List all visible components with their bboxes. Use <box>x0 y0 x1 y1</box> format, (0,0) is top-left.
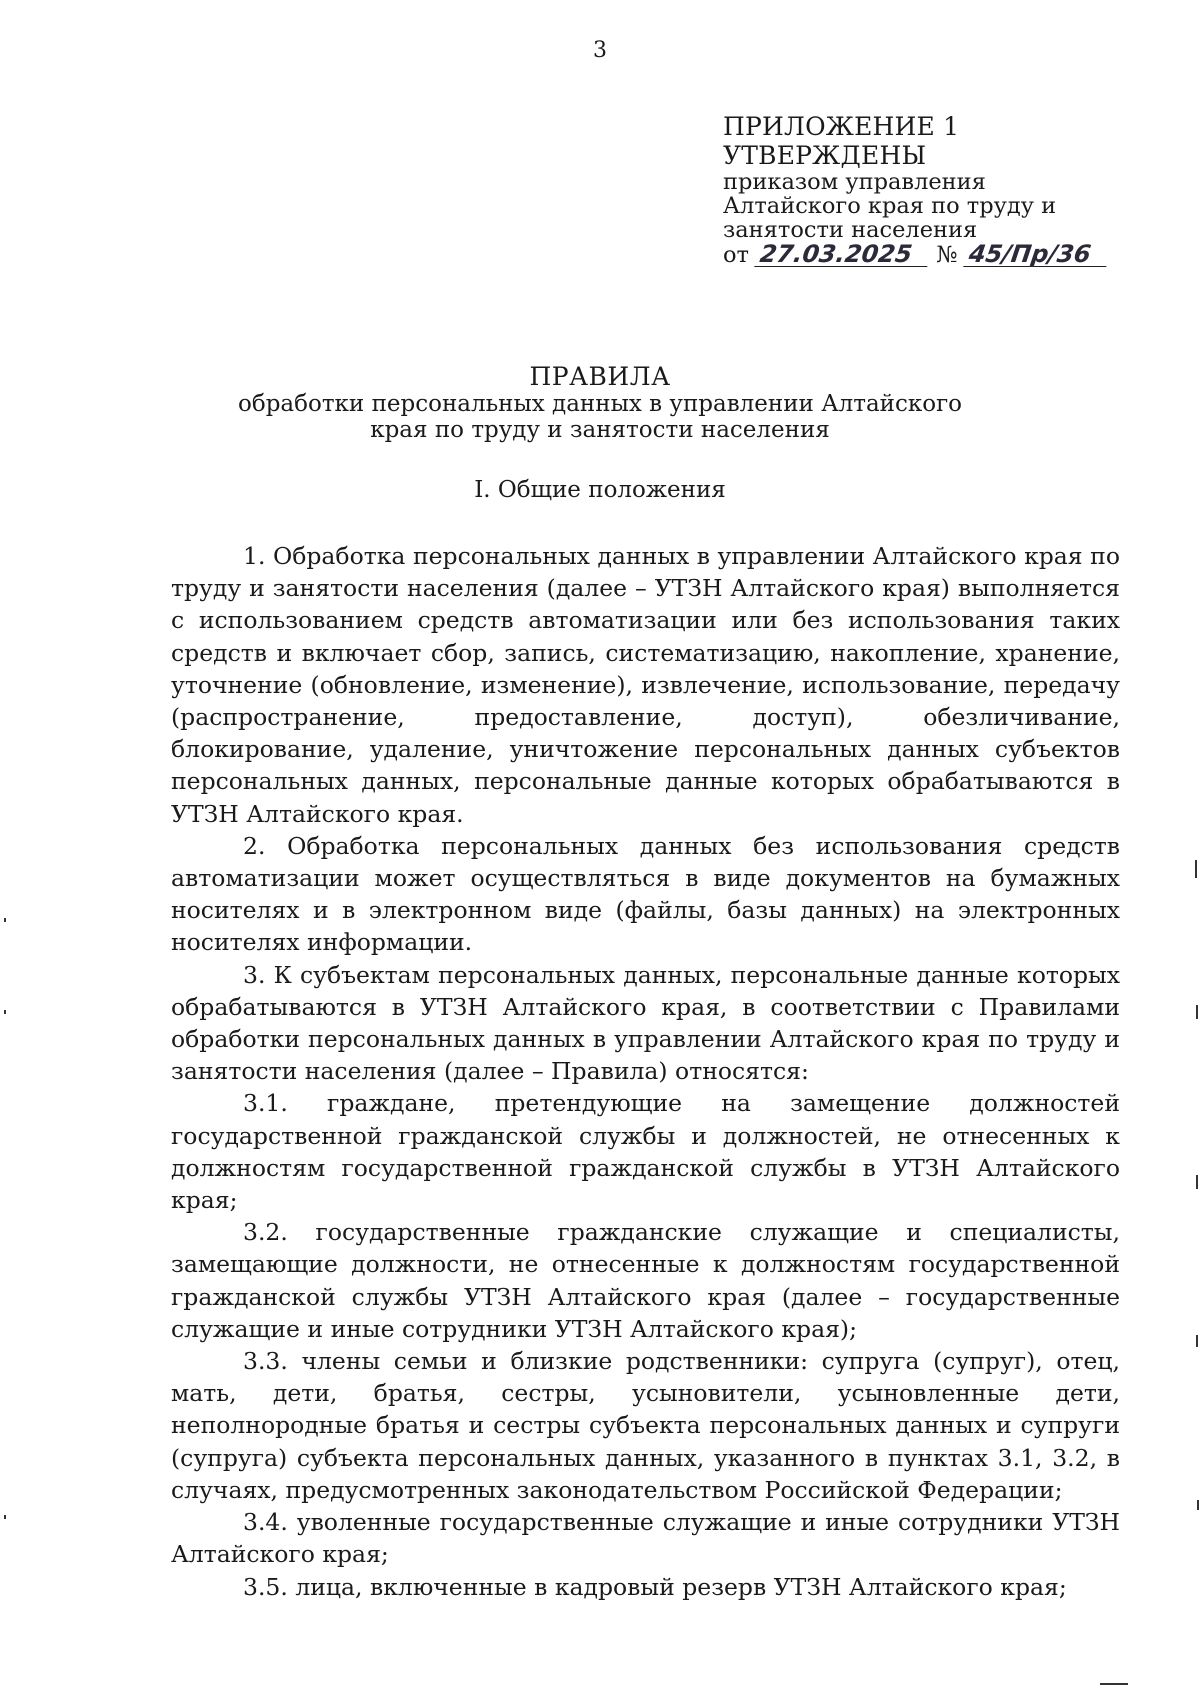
from-label: от <box>723 242 749 268</box>
scan-mark <box>4 1010 6 1014</box>
paragraph-1: 1. Обработка персональных данных в управлении Алтайского края по труду и занятости населения (далее – УТЗН Алтайского края) выполняется с использованием средств автоматизации или без использования таких средств и включает сбор, запись, систематизацию, накопление, хранение, уточнение (обновление, изменение), извлечение, использование, передачу (распространение, предоставление, доступ), обезличивание, блокирование, удаление, уничтожение персональных данных субъектов персональных данных, персональные данные которых обрабатываются в УТЗН Алтайского края. <box>171 542 1120 828</box>
number-label: № <box>936 242 958 268</box>
appendix-label: ПРИЛОЖЕНИЕ 1 <box>723 112 960 141</box>
document-subtitle-line-1: обработки персональных данных в управлении Алтайского <box>238 391 962 417</box>
paragraph-3-2: 3.2. государственные гражданские служащие и специалисты, замещающие должности, не отнесенные к должностям государственной гражданской службы УТЗН Алтайского края (далее – государственные служащие и иные сотрудники УТЗН Алтайского края); <box>171 1218 1120 1343</box>
handwritten-order-number: 45/Пр/36 <box>963 242 1110 267</box>
approval-date-number-line <box>723 242 1143 268</box>
scan-mark <box>1196 1005 1198 1019</box>
paragraph-3-4: 3.4. уволенные государственные служащие и иные сотрудники УТЗН Алтайского края; <box>171 1508 1120 1569</box>
paragraph-3-1: 3.1. граждане, претендующие на замещение должностей государственной гражданской службы и должностей, не отнесенных к должностям государственной гражданской службы в УТЗН Алтайского края; <box>171 1089 1120 1215</box>
section-heading: I. Общие положения <box>474 477 726 503</box>
approval-block <box>723 112 1143 268</box>
paragraph-3-3: 3.3. члены семьи и близкие родственники: супруга (супруг), отец, мать, дети, братья, сестры, усыновители, усыновленные дети, неполнородные братья и сестры субъекта персональных данных и супруги (супруга) субъекта персональных данных, указанного в пунктах 3.1, 3.2, в случаях, предусмотренных законодательством Российской Федерации; <box>171 1347 1120 1504</box>
document-title: ПРАВИЛА <box>529 362 671 391</box>
scan-mark <box>1197 1500 1199 1510</box>
document-title-block <box>0 362 1200 443</box>
scan-mark <box>1196 1335 1198 1347</box>
scan-mark <box>4 918 6 922</box>
paragraph-3: 3. К субъектам персональных данных, персональные данные которых обрабатываются в УТЗН Алтайского края, в соответствии с Правилами обработки персональных данных в управлении Алтайского края по труду и занятости населения (далее – Правила) относятся: <box>171 960 1120 1086</box>
scan-mark <box>1100 1683 1128 1685</box>
approval-order-line: приказом управления <box>723 169 986 195</box>
paragraph-2: 2. Обработка персональных данных без использования средств автоматизации может осуществляться в виде документов на бумажных носителях и в электронном виде (файлы, базы данных) на электронных носителях информации. <box>171 831 1120 957</box>
scan-mark <box>1195 860 1197 878</box>
scan-mark <box>1196 1175 1198 1189</box>
approved-label: УТВЕРЖДЕНЫ <box>723 141 927 170</box>
page-number: 3 <box>593 38 607 63</box>
document-subtitle-line-2: края по труду и занятости населения <box>370 417 830 443</box>
scan-mark <box>4 1515 6 1519</box>
approval-org-line: Алтайского края по труду и <box>723 193 1057 219</box>
paragraph-3-5: 3.5. лица, включенные в кадровый резерв УТЗН Алтайского края; <box>243 1572 1067 1601</box>
approval-org-line-2: занятости населения <box>723 217 978 243</box>
document-body <box>171 540 1120 1603</box>
handwritten-date: 27.03.2025 <box>754 242 931 267</box>
